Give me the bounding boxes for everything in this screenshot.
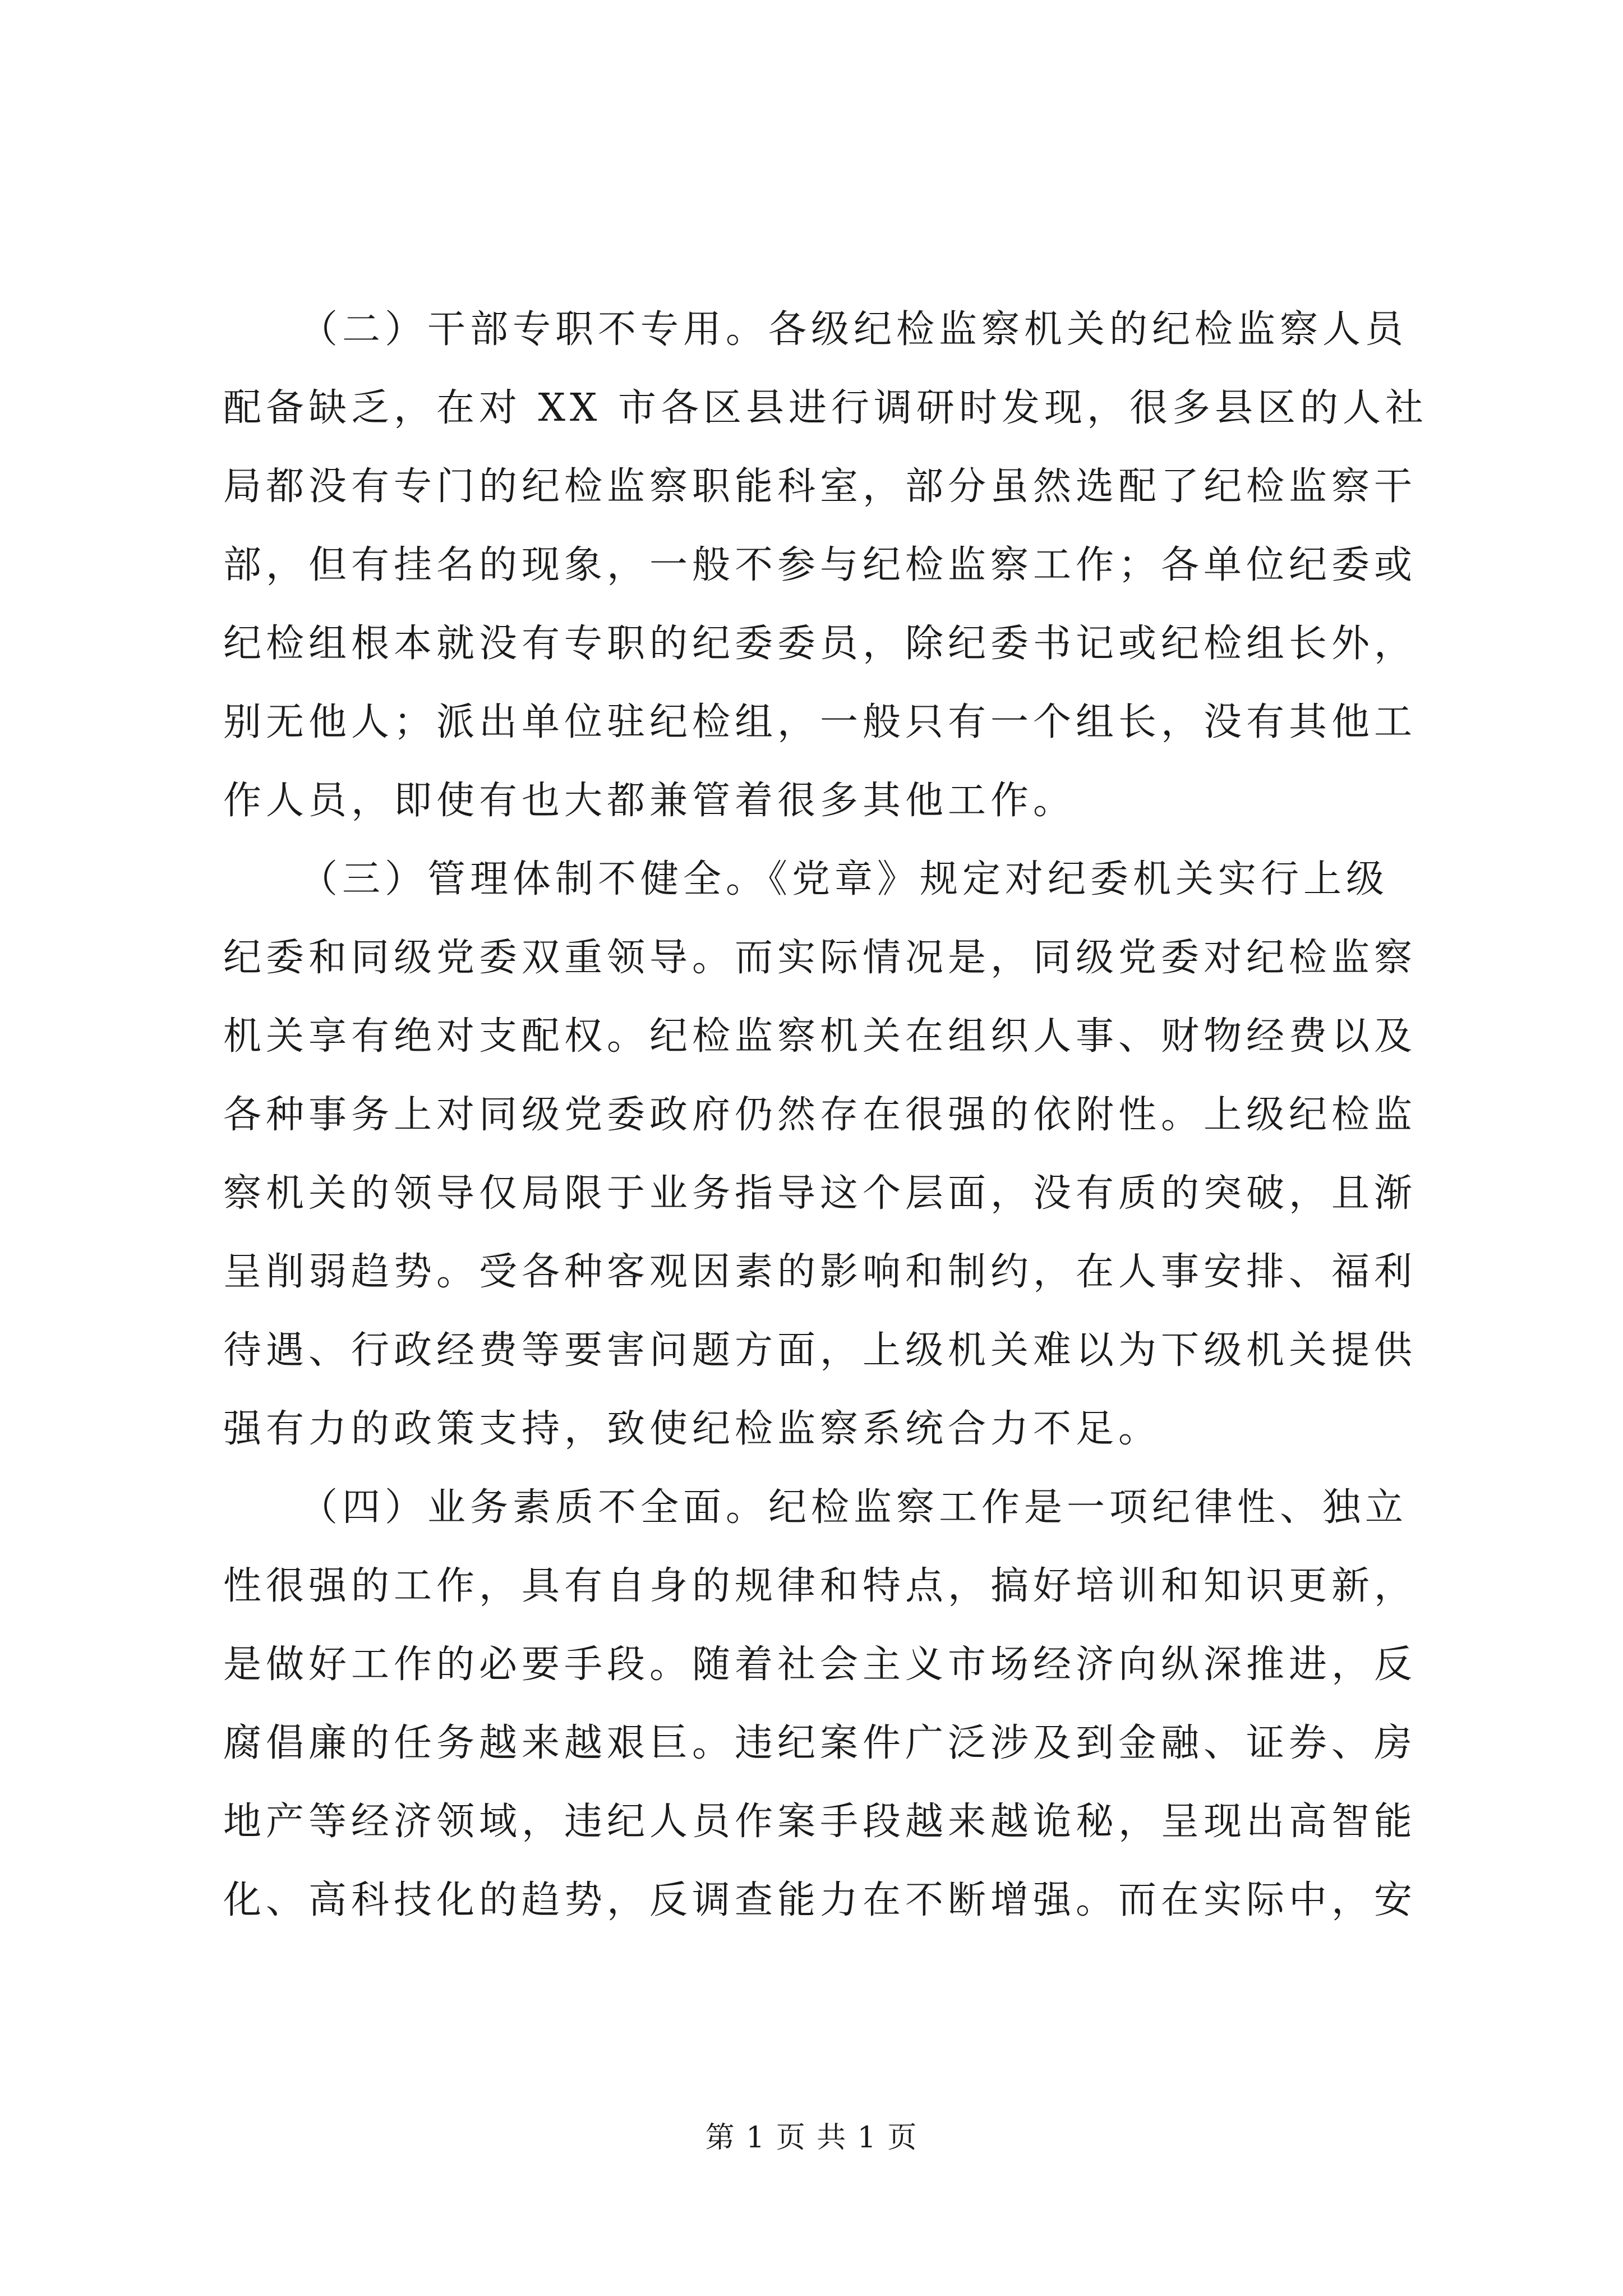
paragraph-line: 纪检组根本就没有专职的纪委委员，除纪委书记或纪检组长外， bbox=[223, 622, 1417, 666]
paragraph-line: 腐倡廉的任务越来越艰巨。违纪案件广泛涉及到金融、证券、房 bbox=[223, 1721, 1417, 1765]
paragraph-line: 纪委和同级党委双重领导。而实际情况是，同级党委对纪检监察 bbox=[223, 936, 1417, 980]
paragraph-line: 局都没有专门的纪检监察职能科室，部分虽然选配了纪检监察干 bbox=[223, 464, 1417, 509]
document-body bbox=[223, 291, 1428, 1940]
page-footer bbox=[0, 2114, 1623, 2156]
paragraph-line: 是做好工作的必要手段。随着社会主义市场经济向纵深推进，反 bbox=[223, 1642, 1417, 1687]
paragraph-line: 察机关的领导仅局限于业务指导这个层面，没有质的突破，且渐 bbox=[223, 1171, 1417, 1216]
paragraph-line: 强有力的政策支持，致使纪检监察系统合力不足。 bbox=[223, 1407, 1161, 1451]
paragraph-line: 呈削弱趋势。受各种客观因素的影响和制约，在人事安排、福利 bbox=[223, 1250, 1417, 1294]
paragraph-line: 别无他人；派出单位驻纪检组，一般只有一个组长，没有其他工 bbox=[223, 700, 1417, 744]
paragraph-line: （二）干部专职不专用。各级纪检监察机关的纪检监察人员 bbox=[299, 307, 1408, 352]
paragraph-line: 地产等经济领域，违纪人员作案手段越来越诡秘，呈现出高智能 bbox=[223, 1800, 1417, 1844]
paragraph-line: 配备缺乏，在对 XX 市各区县进行调研时发现，很多县区的人社 bbox=[223, 386, 1428, 430]
paragraph-management-system bbox=[223, 840, 1418, 1469]
paragraph-line: 性很强的工作，具有自身的规律和特点，搞好培训和知识更新， bbox=[223, 1564, 1417, 1608]
paragraph-cadre-staffing bbox=[223, 291, 1428, 840]
paragraph-line: 机关享有绝对支配权。纪检监察机关在组织人事、财物经费以及 bbox=[223, 1014, 1417, 1059]
paragraph-line: （四）业务素质不全面。纪检监察工作是一项纪律性、独立 bbox=[299, 1485, 1408, 1530]
paragraph-line: 作人员，即使有也大都兼管着很多其他工作。 bbox=[223, 779, 1076, 823]
paragraph-line: 部，但有挂名的现象，一般不参与纪检监察工作；各单位纪委或 bbox=[223, 543, 1417, 587]
paragraph-line: 待遇、行政经费等要害问题方面，上级机关难以为下级机关提供 bbox=[223, 1328, 1417, 1373]
paragraph-line: 各种事务上对同级党委政府仍然存在很强的依附性。上级纪检监 bbox=[223, 1093, 1417, 1137]
paragraph-line: 化、高科技化的趋势，反调查能力在不断增强。而在实际中，安 bbox=[223, 1878, 1417, 1922]
page-number-label: 第 1 页 共 1 页 bbox=[705, 2121, 918, 2155]
paragraph-line: （三）管理体制不健全。《党章》规定对纪委机关实行上级 bbox=[299, 857, 1389, 901]
paragraph-professional-quality bbox=[223, 1469, 1418, 1940]
